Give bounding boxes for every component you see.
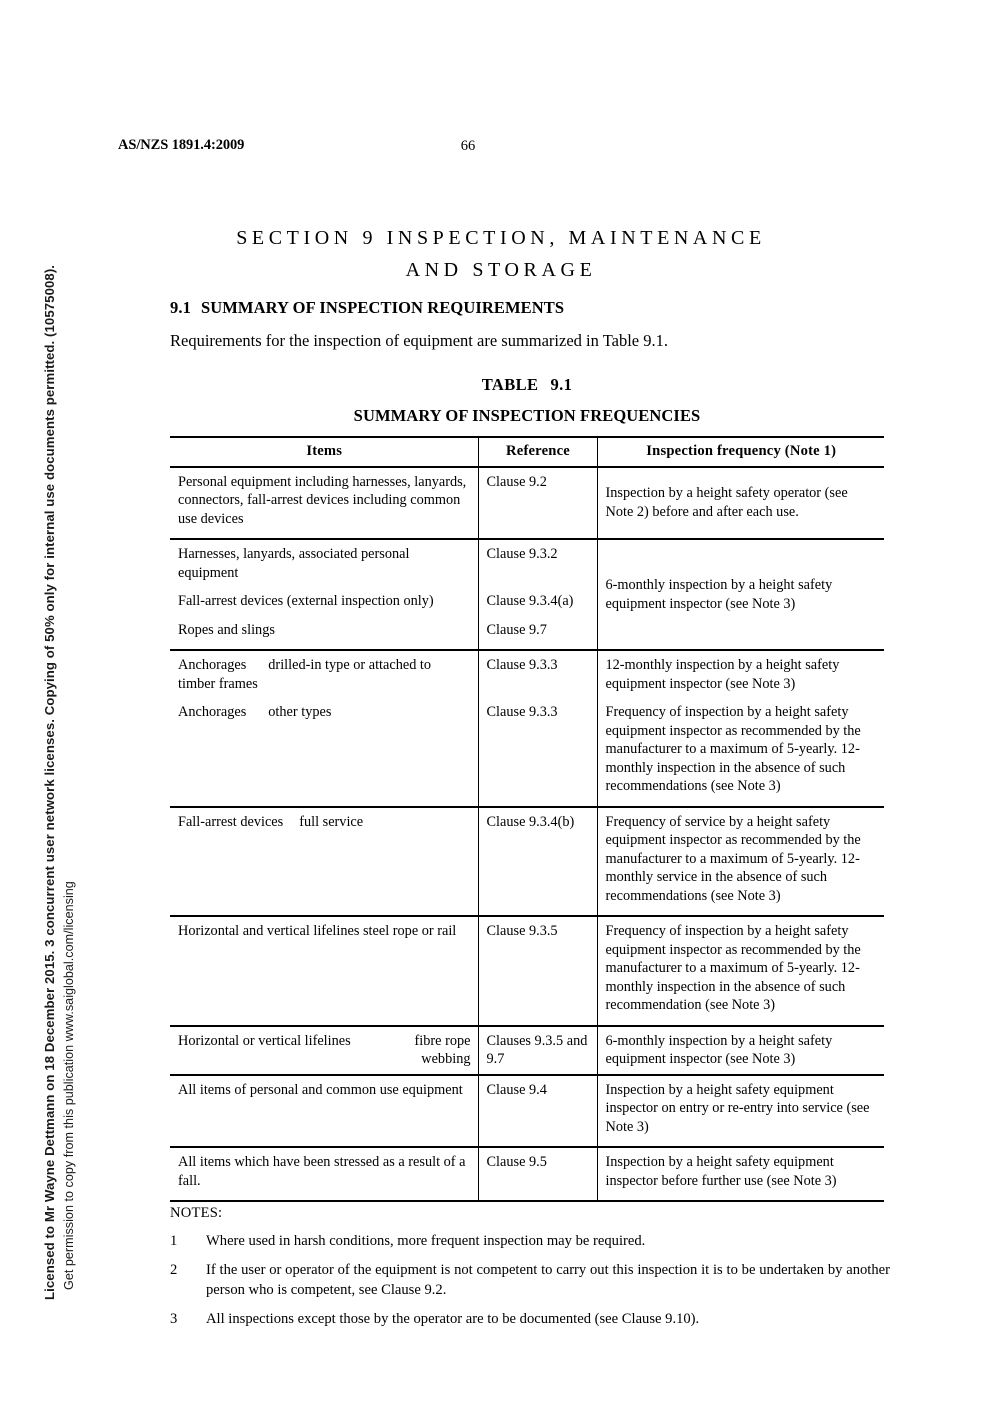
note-number: 3 (170, 1311, 178, 1327)
table-row (170, 539, 884, 587)
cell-frequency: Inspection by a height safety operator (see Note 2) before and after each use. (597, 467, 884, 540)
note-item (170, 1260, 890, 1300)
cell-item-prefix: Horizontal or vertical lifelines (178, 1032, 351, 1049)
cell-item: Ropes and slings (178, 621, 275, 638)
cell-item: Fall-arrest devices (external inspection only) (178, 593, 434, 609)
cell-reference: Clause 9.4 (478, 1075, 597, 1148)
table-header-row (170, 437, 884, 467)
cell-item: Personal equipment including harnesses, lanyards, connectors, fall-arrest devices including common use devices (170, 467, 478, 540)
table-caption-number: 9.1 (550, 375, 573, 394)
cell-item: All items of personal and common use equipment (170, 1075, 478, 1148)
table-row (170, 698, 884, 807)
cell-reference: Clause 9.3.3 (478, 698, 597, 807)
table-row (170, 916, 884, 1026)
cell-reference: Clause 9.3.2 (478, 539, 597, 587)
cell-frequency: Frequency of inspection by a height safety equipment inspector as recommended by the manufacturer to a maximum of 5-yearly. 12-monthly inspection in the absence of such recommendations (see Note 3) (597, 698, 884, 807)
intro-paragraph: Requirements for the inspection of equipment are summarized in Table 9.1. (170, 331, 668, 350)
note-text: All inspections except those by the operator are to be documented (see Clause 9.10). (206, 1311, 700, 1327)
cell-item-prefix: Anchorages (178, 704, 247, 720)
notes-label: NOTES: (170, 1205, 223, 1221)
cell-item-prefix: Anchorages (178, 657, 247, 673)
cell-item-prefix: Fall-arrest devices (178, 813, 284, 830)
cell-reference: Clause 9.7 (478, 616, 597, 651)
running-head (118, 137, 884, 157)
cell-frequency: Inspection by a height safety equipment inspector on entry or re-entry into service (see Note 3) (597, 1075, 884, 1148)
table-header (170, 437, 884, 467)
note-text: If the user or operator of the equipment is not competent to carry out this inspection it is to be undertaken by another person who is competent, see Clause 9.2. (206, 1262, 890, 1298)
column-header-items: Items (170, 437, 478, 467)
section-title-line-1: SECTION 9 INSPECTION, MAINTENANCE (236, 227, 766, 249)
note-item (170, 1309, 890, 1329)
clause-number: 9.1 (170, 298, 191, 317)
section-title-line-2: AND STORAGE (405, 259, 597, 281)
note-item (170, 1231, 890, 1251)
section-title (118, 222, 884, 286)
table-row (170, 650, 884, 698)
note-number: 2 (170, 1262, 178, 1278)
cell-item (170, 807, 478, 917)
table-row (170, 1147, 884, 1200)
cell-item: Horizontal and vertical lifelines steel rope or rail (170, 916, 478, 1026)
cell-reference: Clause 9.2 (478, 467, 597, 540)
column-header-inspection-frequency: Inspection frequency (Note 1) (597, 437, 884, 467)
cell-frequency: 12-monthly inspection by a height safety equipment inspector (see Note 3) (597, 650, 884, 698)
cell-item-suffix: drilled-in type or attached to timber frames (178, 657, 432, 692)
note-number: 1 (170, 1233, 178, 1249)
cell-reference: Clause 9.3.4(a) (478, 587, 597, 616)
cell-frequency: 6-monthly inspection by a height safety equipment inspector (see Note 3) (597, 1026, 884, 1075)
table-row (170, 807, 884, 917)
page-number: 66 (460, 138, 476, 154)
table-subcaption: SUMMARY OF INSPECTION FREQUENCIES (353, 406, 701, 425)
note-text: Where used in harsh conditions, more frequent inspection may be required. (206, 1233, 646, 1249)
licence-notice-line-1-text: Licensed to Mr Wayne Dettmann on 18 December 2015. 3 concurrent user network licenses. Copying of 50% only for internal use documents permitted. (10575008). (42, 264, 57, 1300)
cell-frequency: Inspection by a height safety equipment inspector before further use (see Note 3) (597, 1147, 884, 1200)
cell-reference: Clause 9.5 (478, 1147, 597, 1200)
cell-item (170, 650, 478, 698)
licence-sidebar (0, 0, 100, 1414)
cell-item (170, 698, 478, 807)
licence-notice-line-2-text: Get permission to copy from this publication www.saiglobal.com/licensing (62, 881, 76, 1290)
cell-frequency: 6-monthly inspection by a height safety equipment inspector (see Note 3) (597, 539, 884, 650)
table-body (170, 467, 884, 1202)
cell-reference: Clause 9.3.4(b) (478, 807, 597, 917)
table-caption (170, 375, 884, 395)
cell-frequency: Frequency of service by a height safety equipment inspector as recommended by the manufacturer to a maximum of 5-yearly. 12-monthly service in the absence of such recommendations (see Note 3) (597, 807, 884, 917)
document-designation: AS/NZS 1891.4:2009 (118, 137, 245, 153)
clause-heading (170, 298, 564, 318)
cell-reference: Clause 9.3.5 (478, 916, 597, 1026)
cell-item-right-2: webbing (421, 1051, 471, 1067)
inspection-frequency-table (170, 436, 884, 1202)
cell-item: All items which have been stressed as a result of a fall. (170, 1147, 478, 1200)
notes-block (170, 1203, 890, 1338)
cell-frequency: Frequency of inspection by a height safety equipment inspector as recommended by the manufacturer to a maximum of 5-yearly. 12-monthly inspection in the absence of such recommendation (see Note 3) (597, 916, 884, 1026)
cell-item (170, 1026, 478, 1075)
table-row (170, 1026, 884, 1075)
cell-reference: Clause 9.3.3 (478, 650, 597, 698)
table-bottom-rule (170, 1200, 884, 1201)
cell-item-suffix: full service (299, 813, 364, 830)
cell-item: Harnesses, lanyards, associated personal equipment (170, 539, 478, 587)
column-header-reference: Reference (478, 437, 597, 467)
clause-heading-text: SUMMARY OF INSPECTION REQUIREMENTS (200, 298, 565, 317)
table-row (170, 1075, 884, 1148)
cell-item-right-1: fibre rope (414, 1032, 471, 1049)
cell-item-suffix: other types (268, 704, 332, 720)
cell-reference: Clauses 9.3.5 and 9.7 (478, 1026, 597, 1075)
table-row (170, 467, 884, 540)
table-caption-label: TABLE (481, 375, 539, 394)
